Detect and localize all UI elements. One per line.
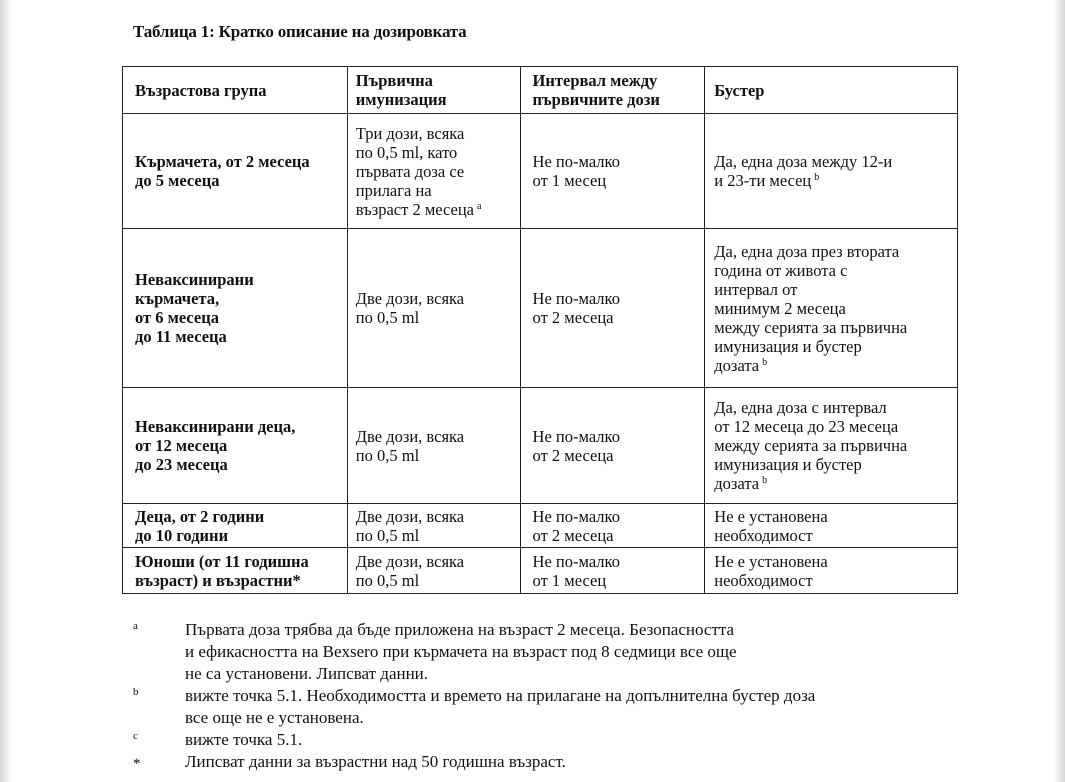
cell-primary-immunization bbox=[347, 229, 520, 388]
cell-line: Да, една доза през втората bbox=[714, 241, 900, 261]
header-age-group bbox=[123, 67, 348, 114]
cell-line: от 6 месеца bbox=[135, 308, 220, 327]
cell-line: до 23 месеца bbox=[135, 455, 228, 474]
cell-line: по 0,5 ml, като bbox=[355, 142, 458, 162]
cell-line: Възрастова група bbox=[135, 80, 267, 100]
cell-booster bbox=[705, 504, 958, 548]
cell-line: Да, една доза с интервал bbox=[714, 398, 887, 417]
footnote-line: и ефикасността на Bexsero при кърмачета на възраст под 8 седмици все още bbox=[185, 642, 737, 661]
cell-line: по 0,5 ml bbox=[355, 308, 420, 327]
page-shadow-right bbox=[1053, 0, 1065, 782]
cell-line: дозата $^b$ bbox=[714, 355, 768, 375]
cell-booster bbox=[705, 548, 958, 594]
header-interval bbox=[520, 67, 705, 114]
cell-line: минимум 2 месеца bbox=[714, 298, 846, 318]
cell-primary-immunization bbox=[347, 504, 520, 548]
cell-line: кърмачета, bbox=[135, 289, 220, 308]
cell-line: Деца, от 2 години bbox=[135, 506, 265, 526]
cell-line: Две дози, всяка bbox=[355, 426, 465, 446]
cell-line: необходимост bbox=[714, 570, 813, 590]
cell-booster bbox=[705, 229, 958, 388]
cell-interval bbox=[520, 114, 705, 229]
footnote-mark: b bbox=[133, 686, 139, 698]
cell-line: интервал от bbox=[714, 279, 798, 299]
footnote-line: все още не е установена. bbox=[185, 708, 364, 727]
cell-line: между серията за първична bbox=[714, 436, 908, 455]
cell-primary-immunization bbox=[347, 114, 520, 229]
footnote-mark: a bbox=[133, 620, 138, 632]
table-title: Таблица 1: Кратко описание на дозировката bbox=[133, 22, 467, 41]
footnote-line: не са установени. Липсват данни. bbox=[185, 664, 429, 683]
cell-line: от 12 месеца до 23 месеца bbox=[714, 417, 899, 436]
cell-line: и 23-ти месец $^b$ bbox=[714, 171, 820, 190]
cell-line: Две дози, всяка bbox=[355, 551, 465, 571]
footnote bbox=[133, 751, 815, 773]
footnote bbox=[133, 729, 815, 751]
cell-age-group bbox=[123, 388, 348, 504]
cell-interval bbox=[520, 548, 705, 594]
cell-line: Кърмачета, от 2 месеца bbox=[135, 152, 310, 171]
cell-booster bbox=[705, 114, 958, 229]
footnote-mark: c bbox=[133, 730, 138, 742]
cell-line: имунизация и бустер bbox=[714, 336, 862, 356]
cell-line: по 0,5 ml bbox=[355, 570, 420, 590]
footnote-line: вижте точка 5.1. Необходимостта и времето на прилагане на допълнителна бустер доза bbox=[185, 686, 816, 705]
footnote-ref: b bbox=[814, 172, 820, 183]
cell-primary-immunization bbox=[347, 388, 520, 504]
cell-line: Неваксинирани деца, bbox=[135, 417, 296, 436]
header-booster bbox=[705, 67, 958, 114]
cell-age-group bbox=[123, 548, 348, 594]
footnote-ref: b bbox=[762, 356, 768, 368]
footnote-ref: b bbox=[762, 475, 768, 486]
cell-line: Бустер bbox=[714, 80, 765, 100]
cell-interval bbox=[520, 229, 705, 388]
cell-line: до 5 месеца bbox=[135, 171, 220, 190]
cell-line: Две дози, всяка bbox=[355, 506, 465, 526]
cell-line: от 12 месеца bbox=[135, 436, 228, 455]
cell-line: от 2 месеца bbox=[532, 445, 614, 465]
table-row bbox=[123, 504, 958, 548]
table-row bbox=[123, 388, 958, 504]
dosage-table bbox=[122, 66, 958, 594]
cell-line: Не по-малко bbox=[532, 152, 620, 171]
cell-line: Юноши (от 11 годишна bbox=[135, 551, 309, 571]
cell-line: Не по-малко bbox=[532, 426, 620, 446]
cell-age-group bbox=[123, 504, 348, 548]
cell-line: първата доза се bbox=[355, 161, 465, 181]
footnote-ref: a bbox=[477, 200, 482, 212]
page-shadow-left bbox=[0, 0, 12, 782]
cell-line: Не по-малко bbox=[532, 551, 620, 571]
cell-interval bbox=[520, 504, 705, 548]
cell-line: прилага на bbox=[355, 180, 432, 200]
footnote bbox=[133, 619, 815, 685]
cell-line: до 11 месеца bbox=[135, 327, 227, 346]
cell-line: Три дози, всяка bbox=[355, 123, 465, 143]
footnote bbox=[133, 685, 815, 729]
cell-line: от 2 месеца bbox=[532, 525, 614, 545]
cell-line: година от живота с bbox=[714, 260, 848, 280]
cell-line: Не по-малко bbox=[532, 506, 620, 526]
cell-line: първичните дози bbox=[532, 90, 660, 109]
cell-line: Две дози, всяка bbox=[355, 289, 465, 308]
header-row bbox=[123, 67, 958, 114]
cell-booster bbox=[705, 388, 958, 504]
cell-age-group bbox=[123, 229, 348, 388]
cell-age-group bbox=[123, 114, 348, 229]
footnote-line: вижте точка 5.1. bbox=[185, 730, 303, 749]
cell-line: имунизация и бустер bbox=[714, 455, 862, 474]
cell-line: по 0,5 ml bbox=[355, 525, 420, 545]
footnote-mark: * bbox=[133, 756, 141, 772]
cell-line: дозата $^b$ bbox=[714, 474, 768, 493]
cell-line: възраст 2 месеца $^a$ bbox=[355, 199, 482, 219]
cell-line: между серията за първична bbox=[714, 317, 908, 337]
table-row bbox=[123, 114, 958, 229]
footnote-line: Първата доза трябва да бъде приложена на възраст 2 месеца. Безопасността bbox=[185, 620, 735, 639]
cell-line: от 1 месец bbox=[532, 171, 607, 190]
cell-line: необходимост bbox=[714, 525, 813, 545]
footnotes bbox=[133, 619, 815, 773]
cell-line: до 10 години bbox=[135, 525, 229, 545]
cell-line: Неваксинирани bbox=[135, 270, 254, 289]
cell-line: Първична bbox=[355, 71, 433, 90]
cell-line: от 2 месеца bbox=[532, 308, 614, 327]
table-row bbox=[123, 229, 958, 388]
header-primary-immunization bbox=[347, 67, 520, 114]
cell-line: Не е установена bbox=[714, 551, 828, 571]
cell-line: от 1 месец bbox=[532, 570, 607, 590]
cell-line: възраст) и възрастни* bbox=[135, 570, 301, 590]
cell-line: Интервал между bbox=[532, 71, 658, 90]
cell-line: Да, една доза между 12-и bbox=[714, 152, 893, 171]
cell-line: по 0,5 ml bbox=[355, 445, 420, 465]
cell-line: Не по-малко bbox=[532, 289, 620, 308]
cell-line: имунизация bbox=[355, 90, 447, 109]
cell-line: Не е установена bbox=[714, 506, 828, 526]
cell-interval bbox=[520, 388, 705, 504]
cell-primary-immunization bbox=[347, 548, 520, 594]
table-row bbox=[123, 548, 958, 594]
footnote-line: Липсват данни за възрастни над 50 годишна възраст. bbox=[185, 752, 566, 771]
